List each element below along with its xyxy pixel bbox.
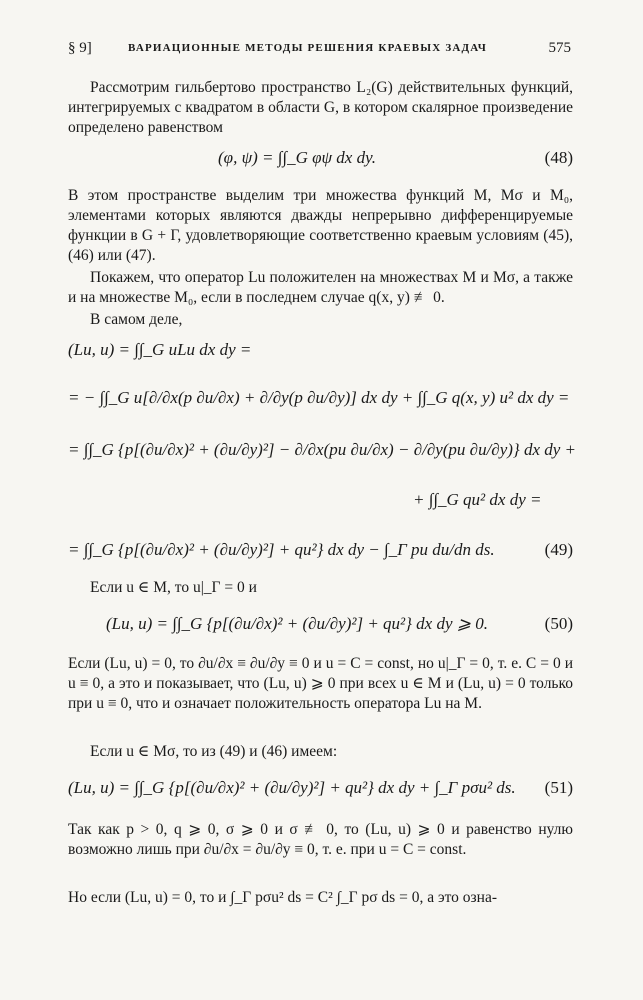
section-marker: § 9] — [68, 40, 92, 56]
paragraph-positive-operator: Покажем, что оператор Lu положителен на множествах M и Mσ, а также и на множестве M₀, если в последнем случае q(x, y) ≢ 0. — [68, 269, 573, 306]
equation-50-number: (50) — [544, 614, 573, 633]
page-number: 575 — [548, 40, 571, 56]
equation-c — [68, 432, 577, 472]
equation-b — [68, 380, 573, 420]
running-header — [68, 40, 571, 64]
equation-51 — [68, 770, 573, 810]
equation-50-body: (Lu, u) = ∫∫_G {p[(∂u/∂x)² + (∂u/∂y)²] + qu²} dx dy ⩾ 0. — [106, 614, 489, 633]
equation-49-number: (49) — [544, 540, 573, 559]
equation-d-body: + ∫∫_G qu² dx dy = — [413, 490, 542, 509]
paragraph-since: Так как p > 0, q ⩾ 0, σ ⩾ 0 и σ ≢ 0, то (Lu, u) ⩾ 0 и равенство нулю возможно лишь при ∂u/∂x = ∂u/∂y ≡ 0, т. е. при u = C = const. — [68, 821, 573, 858]
equation-51-number: (51) — [544, 778, 573, 797]
paragraph-zero-case: Если (Lu, u) = 0, то ∂u/∂x ≡ ∂u/∂y ≡ 0 и u = C = const, но u|_Γ = 0, т. е. C = 0 и u ≡ 0, а это и показывает, что (Lu, u) ⩾ 0 при всех u ∈ M и (Lu, u) = 0 только при u ≡ 0, что и означает положительность оператора Lu на M. — [68, 655, 573, 712]
equation-a — [68, 332, 573, 372]
paragraph-hilbert-space: Рассмотрим гильбертово пространство L₂(G) действительных функций, интегрируемых с квадратом в области G, в котором скалярное произведение определено равенством — [68, 79, 573, 136]
paragraph-indeed: В самом деле, — [90, 311, 183, 328]
equation-b-body: = − ∫∫_G u[∂/∂x(p ∂u/∂x) + ∂/∂y(p ∂u/∂y)] dx dy + ∫∫_G q(x, y) u² dx dy = — [68, 388, 570, 407]
equation-48-body: (φ, ψ) = ∫∫_G φψ dx dy. — [218, 148, 376, 167]
equation-49-body: = ∫∫_G {p[(∂u/∂x)² + (∂u/∂y)²] + qu²} dx dy − ∫_Γ pu du/dn ds. — [68, 540, 495, 559]
equation-48 — [68, 140, 573, 180]
paragraph-but-if: Но если (Lu, u) = 0, то и ∫_Γ pσu² ds = C² ∫_Γ pσ ds = 0, а это озна- — [68, 889, 498, 906]
equation-48-number: (48) — [544, 148, 573, 167]
paragraph-if-u-in-Msigma: Если u ∈ Mσ, то из (49) и (46) имеем: — [90, 743, 338, 760]
equation-c-body: = ∫∫_G {p[(∂u/∂x)² + (∂u/∂y)²] − ∂/∂x(pu ∂u/∂x) − ∂/∂y(pu ∂u/∂y)} dx dy + — [68, 440, 577, 459]
paragraph-function-sets: В этом пространстве выделим три множества функций M, Mσ и M₀, элементами которых являются дважды непрерывно дифференцируемые функции в G + Γ, удовлетворяющие соответственно краевым условиям (45), (46) или (47). — [68, 187, 573, 264]
equation-51-body: (Lu, u) = ∫∫_G {p[(∂u/∂x)² + (∂u/∂y)²] + qu²} dx dy + ∫_Γ pσu² ds. — [68, 778, 516, 797]
paragraph-if-u-in-M: Если u ∈ M, то u|_Γ = 0 и — [90, 579, 257, 596]
equation-49 — [68, 532, 573, 572]
equation-50 — [68, 606, 573, 646]
equation-d — [68, 482, 573, 522]
equation-a-body: (Lu, u) = ∫∫_G uLu dx dy = — [68, 340, 252, 359]
running-title: ВАРИАЦИОННЫЕ МЕТОДЫ РЕШЕНИЯ КРАЕВЫХ ЗАДАЧ — [128, 42, 488, 54]
